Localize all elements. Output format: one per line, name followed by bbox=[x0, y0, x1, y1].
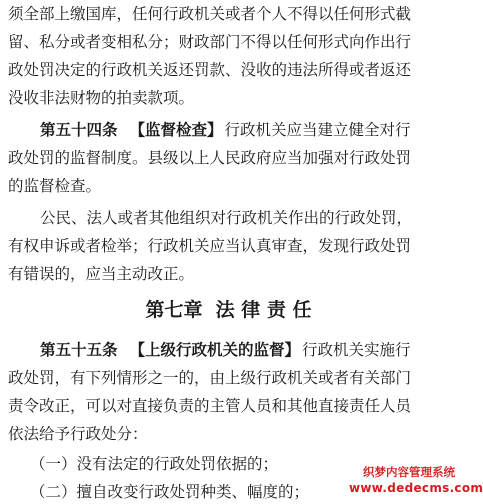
watermark-url: www.dedecms.com bbox=[349, 481, 483, 495]
text-line: 责令改正，可以对直接负责的主管人员和其他直接责任人员 bbox=[8, 397, 412, 415]
article-55-first-line bbox=[40, 338, 448, 362]
list-item: （一）没有法定的行政处罚依据的； bbox=[30, 455, 279, 473]
article-number: 第五十四条 bbox=[40, 121, 118, 139]
text-line: 没收非法财物的拍卖款项。 bbox=[8, 89, 195, 107]
article-heading: 【监督检查】 bbox=[129, 121, 223, 139]
article-number: 第五十五条 bbox=[40, 341, 118, 359]
watermark-logo bbox=[349, 465, 483, 497]
article-heading: 【上级行政机关的监督】 bbox=[129, 341, 301, 359]
chapter-title: 第七章 法 律 责 任 bbox=[145, 299, 312, 321]
text-line: 政处罚决定的行政机关返还罚款、没收的违法所得或者返还 bbox=[8, 61, 412, 79]
text-line: 政处罚，有下列情形之一的，由上级行政机关或者有关部门 bbox=[8, 369, 412, 387]
article-text: 行政机关实施行 bbox=[302, 341, 411, 359]
text-line: 留、私分或者变相私分；财政部门不得以任何形式向作出行 bbox=[8, 33, 412, 51]
text-line: 有错误的，应当主动改正。 bbox=[8, 265, 195, 283]
text-line: 须全部上缴国库，任何行政机关或者个人不得以任何形式截 bbox=[8, 5, 412, 23]
text-line: 公民、法人或者其他组织对行政机关作出的行政处罚， bbox=[40, 209, 413, 227]
text-line: 依法给予行政处分： bbox=[8, 425, 148, 443]
text-line: 有权申诉或者检举；行政机关应当认真审查，发现行政处罚 bbox=[8, 237, 412, 255]
article-text: 行政机关应当建立健全对行 bbox=[224, 121, 411, 139]
text-line: 的监督检查。 bbox=[8, 177, 102, 195]
list-item: （二）擅自改变行政处罚种类、幅度的； bbox=[30, 483, 310, 501]
text-line: 政处罚的监督制度。县级以上人民政府应当加强对行政处罚 bbox=[8, 149, 412, 167]
article-54-first-line bbox=[40, 118, 448, 142]
watermark-title: 织梦内容管理系统 bbox=[363, 465, 455, 479]
